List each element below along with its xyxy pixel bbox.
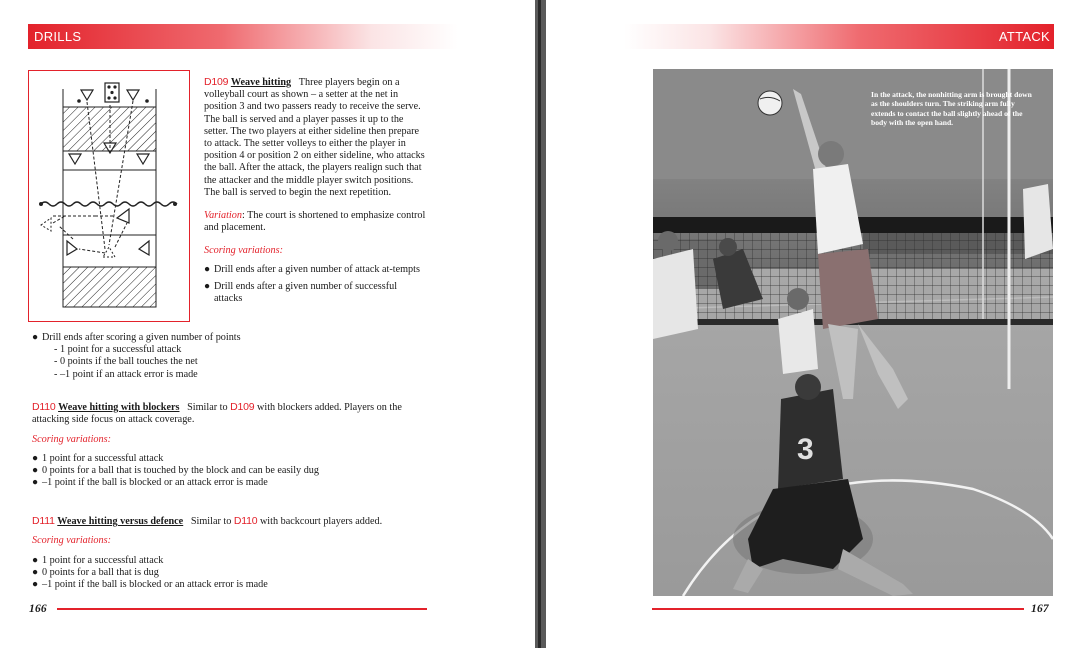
bullet-icon: ●	[32, 477, 39, 489]
scoring-variations-label: Scoring variations:	[204, 245, 283, 256]
scoring-list	[204, 264, 426, 311]
sub-list-item: - 1 point for a successful attack	[54, 344, 182, 356]
book-spine	[535, 0, 546, 648]
scoring-list	[32, 555, 432, 592]
bullet-icon: ●	[32, 453, 39, 464]
drill-body: Three players begin on a volleyball court as shown – a setter at the net in position 3 and two passers ready to receive the serve. The ball is served and a player passes it up to the setter. The two players at either sideline then prepare to attack. The setter volleys to either the player in position 4 or position 2 on either sideline, who attacks the ball. After the attack, the players realign such that the attacker and the middle player switch positions. The ball is served to begin the next repetition.	[204, 77, 425, 198]
section-header	[624, 24, 1054, 49]
drill-title: Weave hitting versus defence	[57, 516, 184, 527]
photo-caption: In the attack, the nonhitting arm is brought down as the shoulders turn. The striking arm fully extends to contact the ball slightly ahead of the body with the open hand.	[871, 90, 1032, 128]
attack-photo-drawing	[653, 69, 1053, 596]
points-scoring-list	[32, 332, 432, 381]
right-page	[546, 0, 1087, 648]
drill-title: Weave hitting with blockers	[58, 402, 180, 413]
scoring-variations-label: Scoring variations:	[32, 535, 111, 546]
sub-list-item: - –1 point if an attack error is made	[54, 368, 198, 380]
footer-rule	[652, 608, 1024, 610]
page-number: 167	[1031, 603, 1049, 615]
list-item: ● –1 point if the ball is blocked or an attack error is made	[32, 579, 268, 591]
bullet-icon: ●	[32, 579, 39, 591]
bullet-icon: ●	[32, 567, 39, 579]
attack-photo	[653, 69, 1053, 596]
drill-number: D110	[32, 401, 56, 413]
list-item: ● 0 points for a ball that is dug	[32, 567, 159, 579]
list-item: ● Drill ends after scoring a given number of points	[32, 332, 241, 343]
sub-list-item: - 0 points if the ball touches the net	[54, 356, 198, 368]
page-number: 166	[29, 603, 47, 615]
drill-number: D111	[32, 515, 55, 527]
list-item: ● 0 points for a ball that is touched by the block and can be easily dug	[32, 465, 319, 477]
scoring-variations-label: Scoring variations:	[32, 434, 111, 445]
section-title: DRILLS	[34, 29, 82, 44]
variation-text: : The court is shortened to emphasize control and placement.	[204, 210, 426, 234]
bullet-icon: ●	[204, 281, 211, 293]
drill-d110: D110 Weave hitting with blockers Similar to D109 with blockers added. Players on the attacking side focus on attack coverage.	[32, 401, 402, 426]
drill-reference: D109	[230, 401, 255, 413]
variation-paragraph	[204, 210, 426, 234]
court-diagram	[28, 70, 190, 322]
drill-d111: D111 Weave hitting versus defence Similar to D110 with backcourt players added.	[32, 515, 383, 527]
list-item: ● 1 point for a successful attack	[32, 453, 164, 464]
court-diagram-drawing	[29, 71, 191, 323]
left-page	[0, 0, 535, 648]
section-title: ATTACK	[998, 29, 1050, 44]
drill-title: Weave hitting	[230, 77, 292, 88]
drill-d109	[204, 76, 426, 199]
bullet-icon: ●	[32, 555, 39, 566]
bullet-icon: ●	[32, 465, 39, 477]
drill-number: D109	[204, 76, 229, 88]
section-header	[28, 24, 458, 49]
footer-rule	[57, 608, 427, 610]
jersey-number: 3	[797, 433, 814, 466]
bullet-icon: ●	[204, 264, 211, 275]
drill-reference: D110	[233, 515, 258, 527]
list-item: ● 1 point for a successful attack	[32, 555, 164, 566]
bullet-icon: ●	[32, 332, 39, 343]
list-item: ● –1 point if the ball is blocked or an attack error is made	[32, 477, 268, 489]
list-item: ● Drill ends after a given number of attack at-tempts	[204, 264, 420, 275]
list-item: ● Drill ends after a given number of successful attacks	[204, 281, 398, 305]
scoring-list	[32, 453, 432, 490]
variation-label: Variation	[204, 210, 242, 221]
